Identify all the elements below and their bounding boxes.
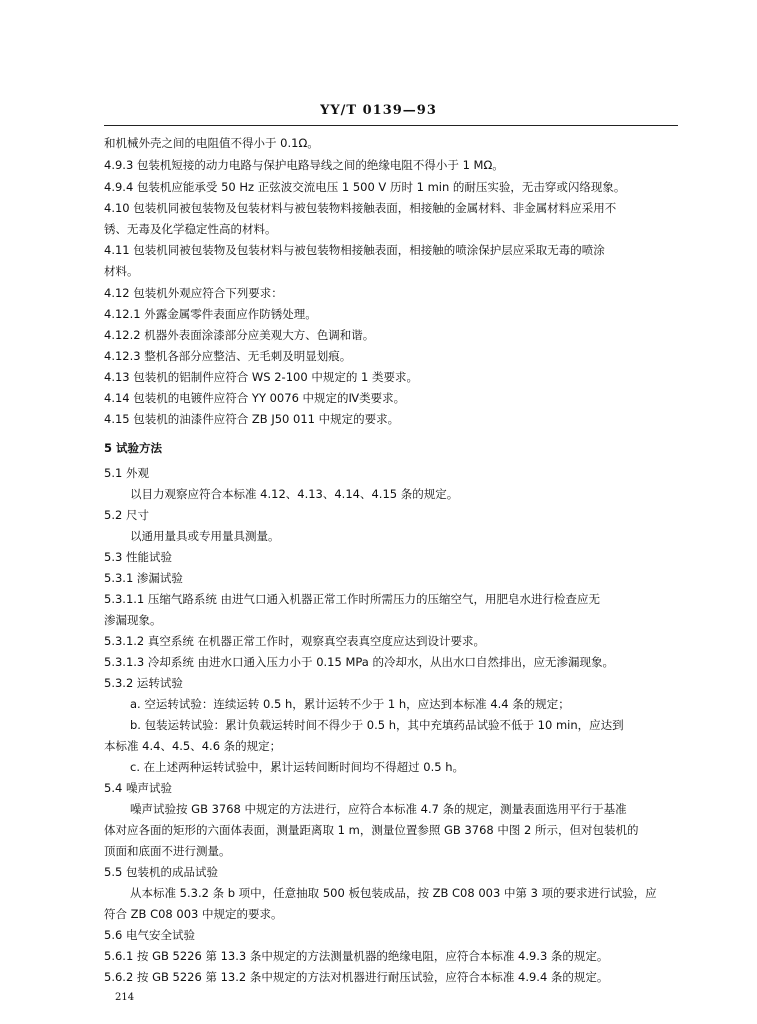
page-header: YY/T 0139—93: [320, 103, 437, 118]
clause-4-13: 4.13 包装机的铝制件应符合 WS 2-100 中规定的 1 类要求。: [104, 370, 418, 384]
clause-4-12-1: 4.12.1 外露金属零件表面应作防锈处理。: [104, 307, 317, 321]
clause-5-3-1-3: 5.3.1.3 冷却系统 由进水口通入压力小于 0.15 MPa 的冷却水，从出水口自然排出，应无渗漏现象。: [104, 655, 614, 669]
clause-5-3-1-1: 5.3.1.1 压缩气路系统 由进气口通入机器正常工作时所需压力的压缩空气，用肥皂水进行检查应无: [104, 592, 601, 606]
text-line: 以通用量具或专用量具测量。: [130, 529, 280, 543]
clause-5-5: 5.5 包装机的成品试验: [104, 865, 218, 879]
item-b: b. 包装运转试验：累计负载运转时间不得少于 0.5 h，其中充填药品试验不低于 10 min，应达到: [130, 718, 624, 732]
clause-5-6: 5.6 电气安全试验: [104, 928, 195, 942]
item-c: c. 在上述两种运转试验中，累计运转间断时间均不得超过 0.5 h。: [130, 760, 465, 774]
clause-4-14: 4.14 包装机的电镀件应符合 YY 0076 中规定的Ⅳ类要求。: [104, 391, 406, 405]
clause-5-3-1-2: 5.3.1.2 真空系统 在机器正常工作时，观察真空表真空度应达到设计要求。: [104, 634, 486, 648]
clause-5-3-2: 5.3.2 运转试验: [104, 676, 183, 690]
clause-5-1: 5.1 外观: [104, 466, 149, 480]
clause-4-12-3: 4.12.3 整机各部分应整洁、无毛刺及明显划痕。: [104, 349, 352, 363]
clause-5-6-2: 5.6.2 按 GB 5226 第 13.2 条中规定的方法对机器进行耐压试验，应符合本标准 4.9.4 条的规定。: [104, 970, 609, 984]
clause-4-9-3: 4.9.3 包装机短接的动力电路与保护电路导线之间的绝缘电阻不得小于 1 MΩ。: [104, 158, 504, 172]
page-number: 214: [115, 992, 135, 1003]
clause-5-3: 5.3 性能试验: [104, 550, 172, 564]
header-rule: [104, 125, 678, 126]
text-line: 锈、无毒及化学稳定性高的材料。: [104, 222, 277, 236]
text-line: 以目力观察应符合本标准 4.12、4.13、4.14、4.15 条的规定。: [130, 487, 459, 501]
clause-5-4: 5.4 噪声试验: [104, 781, 172, 795]
section-5-heading: 5 试验方法: [104, 441, 163, 455]
clause-4-12-2: 4.12.2 机器外表面涂漆部分应美观大方、色调和谐。: [104, 328, 375, 342]
clause-5-2: 5.2 尺寸: [104, 508, 149, 522]
clause-4-15: 4.15 包装机的油漆件应符合 ZB J50 011 中规定的要求。: [104, 412, 400, 426]
text-line: 噪声试验按 GB 3768 中规定的方法进行，应符合本标准 4.7 条的规定，测量表面选用平行于基准: [130, 802, 627, 816]
clause-4-12: 4.12 包装机外观应符合下列要求：: [104, 286, 283, 300]
text-line: 从本标准 5.3.2 条 b 项中，任意抽取 500 板包装成品，按 ZB C08 003 中第 3 项的要求进行试验，应: [130, 886, 657, 900]
text-line: 本标准 4.4、4.5、4.6 条的规定；: [104, 739, 282, 753]
text-line: 符合 ZB C08 003 中规定的要求。: [104, 907, 283, 921]
clause-4-11: 4.11 包装机同被包装物及包装材料与被包装物相接触表面，相接触的喷涂保护层应采取无毒的喷涂: [104, 243, 605, 257]
text-line: 体对应各面的矩形的六面体表面，测量距离取 1 m，测量位置参照 GB 3768 中图 2 所示，但对包装机的: [104, 823, 639, 837]
clause-4-10: 4.10 包装机同被包装物及包装材料与被包装物料接触表面，相接触的金属材料、非金属材料应采用不: [104, 201, 617, 215]
text-line: 渗漏现象。: [104, 613, 162, 627]
text-line: 顶面和底面不进行测量。: [104, 844, 231, 858]
item-a: a. 空运转试验：连续运转 0.5 h，累计运转不少于 1 h，应达到本标准 4.4 条的规定；: [130, 697, 570, 711]
clause-5-6-1: 5.6.1 按 GB 5226 第 13.3 条中规定的方法测量机器的绝缘电阻，应符合本标准 4.9.3 条的规定。: [104, 949, 609, 963]
clause-4-9-4: 4.9.4 包装机应能承受 50 Hz 正弦波交流电压 1 500 V 历时 1 min 的耐压实验，无击穿或闪络现象。: [104, 180, 626, 194]
clause-5-3-1: 5.3.1 渗漏试验: [104, 571, 183, 585]
text-line: 和机械外壳之间的电阻值不得小于 0.1Ω。: [104, 136, 319, 150]
text-line: 材料。: [104, 264, 139, 278]
